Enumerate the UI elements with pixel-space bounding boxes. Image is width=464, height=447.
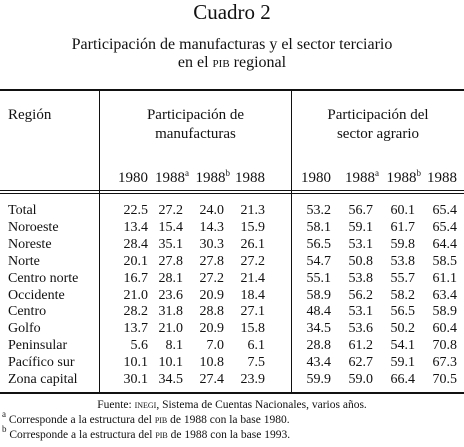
value-cell: 34.5	[306, 321, 331, 336]
value-cell: 5.6	[130, 338, 148, 353]
value-cell: 62.7	[348, 355, 373, 370]
value-cell: 27.2	[199, 271, 224, 286]
value-cell: 28.4	[123, 237, 148, 252]
value-cell: 28.2	[123, 304, 148, 319]
footnote-b-post: de 1988 con la base 1993.	[167, 429, 291, 441]
value-cell: 27.1	[240, 304, 265, 319]
value-cell: 53.8	[348, 271, 373, 286]
value-cell: 27.8	[199, 254, 224, 269]
year-superscript: a	[185, 168, 189, 178]
value-cell: 18.4	[240, 288, 265, 303]
value-cell: 54.1	[390, 338, 415, 353]
value-cell: 26.1	[240, 237, 265, 252]
subtitle-line-1: Participación de manufacturas y el sector terciario	[71, 36, 393, 53]
region-cell: Zona capital	[8, 372, 78, 387]
region-cell: Centro norte	[8, 271, 79, 286]
value-cell: 55.1	[306, 271, 331, 286]
value-cell: 30.1	[123, 372, 148, 387]
source-note-pre: Fuente:	[97, 399, 135, 411]
value-cell: 20.9	[199, 321, 224, 336]
year-header	[333, 170, 379, 186]
region-header: Región	[8, 107, 52, 123]
value-cell: 8.1	[165, 338, 183, 353]
subtitle-line-2-pre: en el	[177, 54, 213, 71]
value-cell: 34.5	[158, 372, 183, 387]
value-cell: 56.5	[390, 304, 415, 319]
value-cell: 20.1	[123, 254, 148, 269]
value-cell: 21.4	[240, 271, 265, 286]
value-cell: 59.0	[348, 372, 373, 387]
value-cell: 66.4	[390, 372, 415, 387]
value-cell: 58.1	[306, 220, 331, 235]
value-cell: 6.1	[247, 338, 265, 353]
value-cell: 58.5	[432, 254, 457, 269]
value-cell: 31.8	[158, 304, 183, 319]
table-subtitle	[0, 36, 464, 72]
region-cell: Peninsular	[8, 338, 68, 353]
value-cell: 27.2	[240, 254, 265, 269]
year-label: 1988	[155, 170, 185, 186]
year-header	[417, 170, 457, 186]
year-label: 1988	[235, 170, 265, 186]
value-cell: 56.2	[348, 288, 373, 303]
value-cell: 10.8	[199, 355, 224, 370]
year-header	[143, 170, 189, 186]
value-cell: 59.1	[348, 220, 373, 235]
value-cell: 13.7	[123, 321, 148, 336]
group-header-manufacturas-line1: Participación de	[146, 107, 245, 123]
value-cell: 35.1	[158, 237, 183, 252]
year-superscript: b	[416, 168, 421, 178]
value-cell: 28.1	[158, 271, 183, 286]
value-cell: 48.4	[306, 304, 331, 319]
value-cell: 58.2	[390, 288, 415, 303]
table-top-rule	[0, 89, 464, 91]
value-cell: 70.5	[432, 372, 457, 387]
region-cell: Norte	[8, 254, 40, 269]
subtitle-line-2-post: regional	[229, 54, 287, 71]
year-superscript: a	[375, 168, 379, 178]
value-cell: 20.9	[199, 288, 224, 303]
region-cell: Pacífico sur	[8, 355, 75, 370]
table-bottom-rule	[0, 392, 464, 394]
value-cell: 67.3	[432, 355, 457, 370]
region-cell: Noroeste	[8, 220, 59, 235]
value-cell: 21.3	[240, 203, 265, 218]
value-cell: 59.8	[390, 237, 415, 252]
value-cell: 54.7	[306, 254, 331, 269]
years-rule	[0, 193, 464, 194]
value-cell: 60.1	[390, 203, 415, 218]
value-cell: 53.1	[348, 304, 373, 319]
value-cell: 53.6	[348, 321, 373, 336]
year-label: 1980	[301, 170, 331, 186]
year-header	[184, 170, 230, 186]
source-note-inegi: inegi	[134, 399, 157, 411]
year-header	[375, 170, 421, 186]
value-cell: 59.9	[306, 372, 331, 387]
year-label: 1980	[118, 170, 148, 186]
footnotes	[0, 398, 464, 443]
value-cell: 7.5	[247, 355, 265, 370]
footnote-b	[0, 424, 464, 443]
value-cell: 56.5	[306, 237, 331, 252]
value-cell: 15.9	[240, 220, 265, 235]
region-cell: Total	[8, 203, 37, 218]
value-cell: 61.2	[348, 338, 373, 353]
value-cell: 27.4	[199, 372, 224, 387]
footnote-b-mark: b	[2, 424, 7, 434]
value-cell: 15.8	[240, 321, 265, 336]
region-cell: Centro	[8, 304, 47, 319]
group-header-sector	[292, 106, 464, 144]
group-header-manufacturas	[100, 106, 291, 144]
value-cell: 50.2	[390, 321, 415, 336]
year-label: 1988	[427, 170, 457, 186]
value-cell: 53.8	[390, 254, 415, 269]
value-cell: 65.4	[432, 203, 457, 218]
value-cell: 59.1	[390, 355, 415, 370]
value-cell: 58.9	[306, 288, 331, 303]
value-cell: 23.6	[158, 288, 183, 303]
value-cell: 28.8	[306, 338, 331, 353]
value-cell: 27.2	[158, 203, 183, 218]
value-cell: 63.4	[432, 288, 457, 303]
value-cell: 23.9	[240, 372, 265, 387]
value-cell: 64.4	[432, 237, 457, 252]
footnote-b-pre: Corresponde a la estructura del	[6, 429, 156, 441]
value-cell: 16.7	[123, 271, 148, 286]
value-cell: 60.4	[432, 321, 457, 336]
value-cell: 58.9	[432, 304, 457, 319]
group-header-sector-line2: sector agrario	[336, 126, 420, 142]
value-cell: 22.5	[123, 203, 148, 218]
value-cell: 65.4	[432, 220, 457, 235]
year-header	[291, 170, 331, 186]
group-header-sector-line1: Participación del	[327, 107, 429, 123]
value-cell: 56.7	[348, 203, 373, 218]
value-cell: 61.7	[390, 220, 415, 235]
subtitle-pib: pib	[212, 54, 230, 71]
footnote-a-mark: a	[2, 409, 6, 419]
value-cell: 27.8	[158, 254, 183, 269]
group-header-manufacturas-line2: manufacturas	[155, 126, 236, 142]
value-cell: 10.1	[158, 355, 183, 370]
footnote-a-post: de 1988 con la base 1980.	[167, 414, 290, 426]
year-header	[225, 170, 265, 186]
value-cell: 7.0	[206, 338, 224, 353]
value-cell: 70.8	[432, 338, 457, 353]
year-label: 1988	[386, 170, 417, 186]
value-cell: 21.0	[123, 288, 148, 303]
footnote-a-pib: pib	[154, 414, 168, 426]
footnote-b-pib: pib	[155, 429, 168, 441]
value-cell: 50.8	[348, 254, 373, 269]
value-cell: 15.4	[158, 220, 183, 235]
value-cell: 43.4	[306, 355, 331, 370]
value-cell: 10.1	[123, 355, 148, 370]
value-cell: 28.8	[199, 304, 224, 319]
value-cell: 24.0	[199, 203, 224, 218]
value-cell: 61.1	[432, 271, 457, 286]
source-note-post: , Sistema de Cuentas Nacionales, varios años.	[156, 399, 367, 411]
year-superscript: b	[225, 168, 230, 178]
region-cell: Golfo	[8, 321, 41, 336]
region-cell: Occidente	[8, 288, 65, 303]
value-cell: 53.2	[306, 203, 331, 218]
value-cell: 53.1	[348, 237, 373, 252]
year-header	[108, 170, 148, 186]
subtitle-line-2	[0, 54, 464, 72]
value-cell: 55.7	[390, 271, 415, 286]
table-title: Cuadro 2	[193, 0, 271, 24]
value-cell: 21.0	[158, 321, 183, 336]
year-label: 1988	[195, 170, 226, 186]
footnote-a-pre: Corresponde a la estructura del	[6, 414, 155, 426]
value-cell: 14.3	[199, 220, 224, 235]
footnote-a	[0, 409, 464, 428]
value-cell: 30.3	[199, 237, 224, 252]
region-cell: Noreste	[8, 237, 52, 252]
header-rule	[0, 190, 464, 191]
source-note	[0, 398, 464, 413]
year-label: 1988	[345, 170, 375, 186]
value-cell: 13.4	[123, 220, 148, 235]
